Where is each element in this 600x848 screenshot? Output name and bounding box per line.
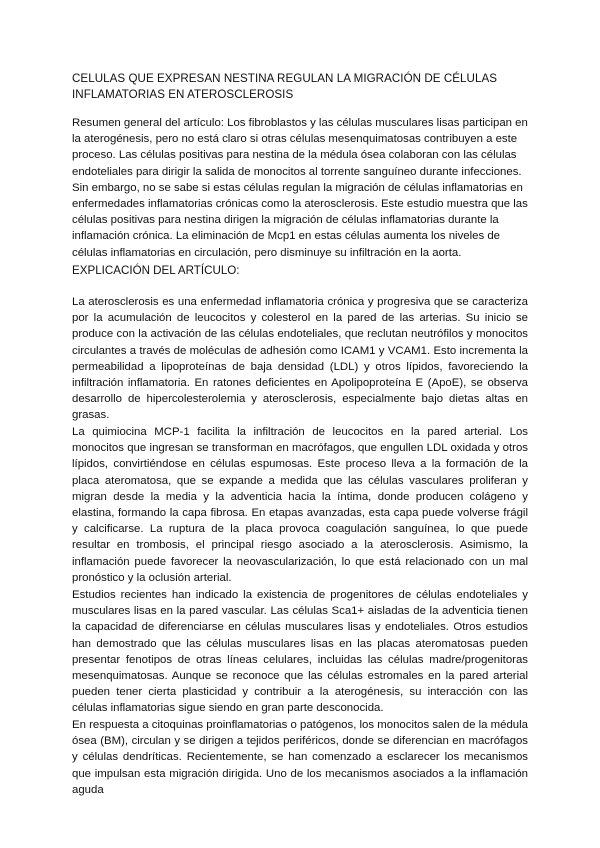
- article-summary: Resumen general del artículo: Los fibroblastos y las células musculares lisas participan en la aterogénesis, pero no está claro si otras células mesenquimatosas contribuyen a este proceso. Las células positivas para nestina de la médula ósea colaboran con las células endoteliales para dirigir la salida de monocitos al torrente sanguíneo durante infecciones. Sin embargo, no se sabe si estas células regulan la migración de células inflamatorias en enfermedades inflamatorias crónicas como la aterosclerosis. Este estudio muestra que las células positivas para nestina dirigen la migración de células inflamatorias durante la inflamación crónica. La eliminación de Mcp1 en estas células aumenta los niveles de células inflamatorias en circulación, pero disminuye su infiltración en la aorta.: [72, 117, 528, 259]
- section-heading: EXPLICACIÓN DEL ARTÍCULO:: [72, 264, 240, 277]
- document-title: CELULAS QUE EXPRESAN NESTINA REGULAN LA MIGRACIÓN DE CÉLULAS INFLAMATORIAS EN ATEROSCLEROSIS: [72, 72, 498, 101]
- paragraph-3: Estudios recientes han indicado la existencia de progenitores de células endoteliales y musculares lisas en la pared vascular. Las células Sca1+ aisladas de la adventicia tienen la capacidad de diferenciarse en células musculares lisas y endoteliales. Otros estudios han demostrado que las células musculares lisas en las placas ateromatosas pueden presentar fenotipos de otras líneas celulares, incluidas las células madre/progenitoras mesenquimatosas. Aunque se reconoce que las células estromales en la pared arterial pueden tener cierta plasticidad y contribuir a la aterogénesis, su interacción con las células inflamatorias sigue siendo en gran parte desconocida.: [72, 589, 528, 715]
- paragraph-1: La aterosclerosis es una enfermedad inflamatoria crónica y progresiva que se caracteriza por la acumulación de leucocitos y colesterol en la pared de las arterias. Su inicio se produce con la activación de las células endoteliales, que reclutan neutrófilos y monocitos circulantes a través de moléculas de adhesión como ICAM1 y VCAM1. Esto incrementa la permeabilidad a lipoproteínas de baja densidad (LDL) y otros lípidos, favoreciendo la infiltración inflamatoria. En ratones deficientes en Apolipoproteína E (ApoE), se observa desarrollo de hipercolesterolemia y aterosclerosis, especialmente bajo dietas altas en grasas.: [72, 296, 528, 422]
- paragraph-2: La quimiocina MCP-1 facilita la infiltración de leucocitos en la pared arterial. Los monocitos que ingresan se transforman en macrófagos, que engullen LDL oxidada y otros lípidos, convirtiéndose en células espumosas. Este proceso lleva a la formación de la placa ateromatosa, que se expande a medida que las células vasculares proliferan y migran desde la media y la adventicia hacia la íntima, donde producen colágeno y elastina, formando la capa fibrosa. En etapas avanzadas, esta capa puede volverse frágil y calcificarse. La ruptura de la placa provoca coagulación sanguínea, lo que puede resultar en trombosis, el principal riesgo asociado a la aterosclerosis. Asimismo, la inflamación puede favorecer la neovascularización, lo que está relacionado con un mal pronóstico y la oclusión arterial.: [72, 426, 528, 584]
- paragraph-4: En respuesta a citoquinas proinflamatorias o patógenos, los monocitos salen de la médula ósea (BM), circulan y se dirigen a tejidos periféricos, donde se diferencian en macrófagos y células dendríticas. Recientemente, se han comenzado a esclarecer los mecanismos que impulsan esta migración dirigida. Uno de los mecanismos asociados a la inflamación aguda: [72, 719, 528, 796]
